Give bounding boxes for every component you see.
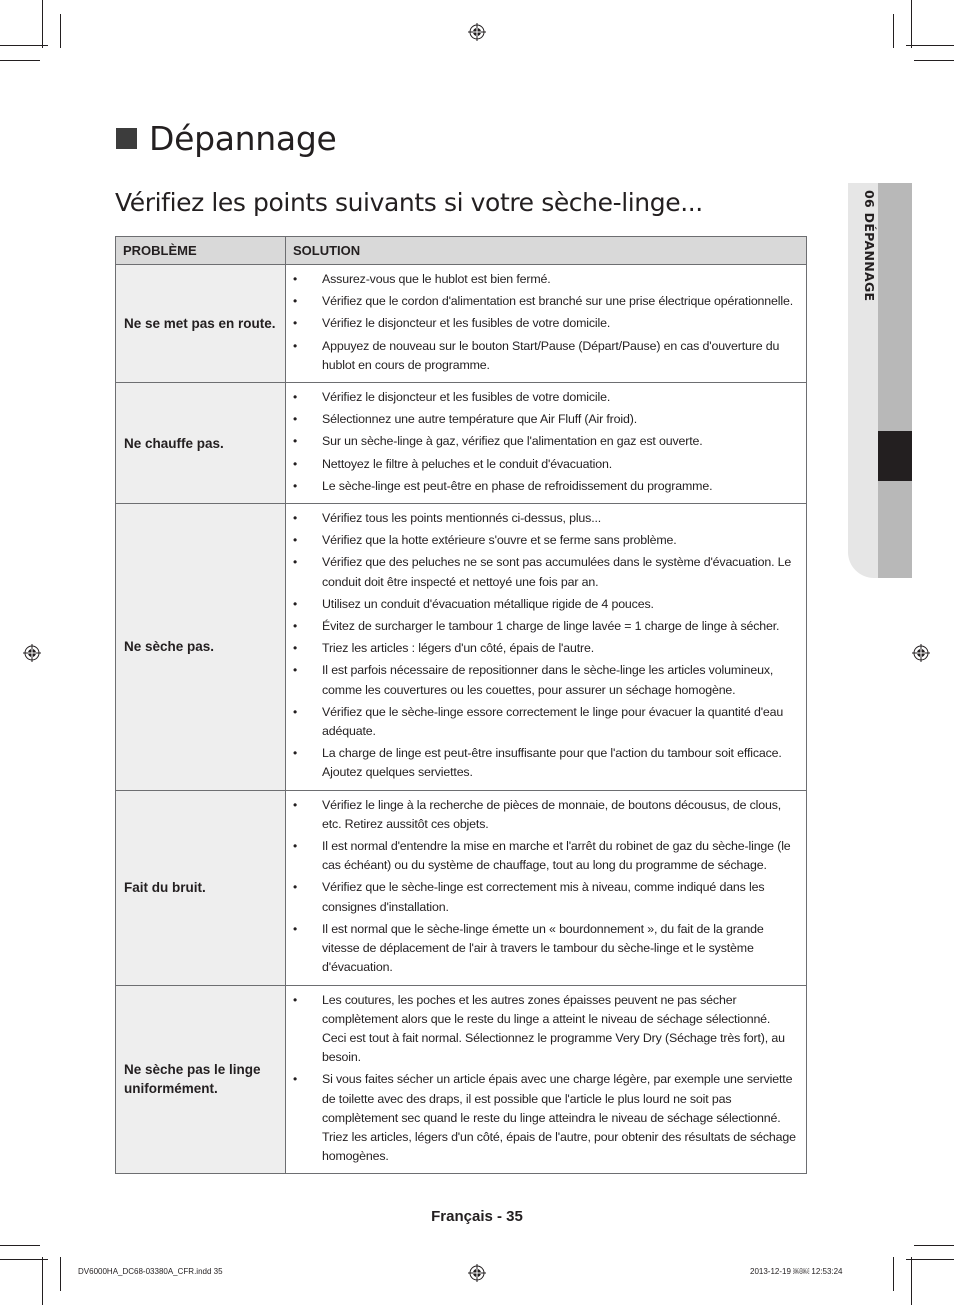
solution-item: • Il est normal que le sèche-linge émette un « bourdonnement », du fait de la grande vitesse de déplacement de l'air à travers le tambour du sèche-linge et le système d'évacuation. <box>293 920 796 978</box>
crop-mark <box>60 14 61 48</box>
solution-cell <box>286 265 807 383</box>
solution-item: • Vérifiez que le sèche-linge est correctement mis à niveau, comme indiqué dans les consignes d'installation. <box>293 878 796 916</box>
registration-mark-icon <box>468 23 486 41</box>
crop-mark <box>906 1259 954 1260</box>
solution-cell <box>286 985 807 1174</box>
solution-item: • Vérifiez le disjoncteur et les fusibles de votre domicile. <box>293 388 796 407</box>
table-row <box>116 790 807 985</box>
solution-item: • Les coutures, les poches et les autres zones épaisses peuvent ne pas sécher complètement alors que le reste du linge a atteint le niveau de séchage sélectionné. Ceci est tout à fait normal. Sélectionnez le programme Very Dry (Séchage très fort), au besoin. <box>293 991 796 1068</box>
crop-mark <box>911 0 912 48</box>
crop-mark <box>0 45 48 46</box>
solution-item: • Vérifiez que le cordon d'alimentation est branché sur une prise électrique opérationnelle. <box>293 292 796 311</box>
troubleshooting-table <box>115 236 807 1174</box>
solution-list <box>293 509 796 783</box>
problem-cell: Ne sèche pas. <box>116 504 286 791</box>
chapter-side-tab <box>848 183 912 578</box>
solution-item: • Triez les articles : légers d'un côté, épais de l'autre. <box>293 639 796 658</box>
table-row <box>116 504 807 791</box>
chapter-tab-stripe <box>878 183 912 578</box>
solution-list <box>293 991 796 1167</box>
crop-mark <box>893 14 894 48</box>
solution-list <box>293 796 796 978</box>
solution-item: • Sélectionnez une autre température que Air Fluff (Air froid). <box>293 410 796 429</box>
solution-item: • Vérifiez que des peluches ne se sont pas accumulées dans le système d'évacuation. Le conduit doit être inspecté et nettoyé une fois par an. <box>293 553 796 591</box>
solution-item: • Il est parfois nécessaire de repositionner dans le sèche-linge les articles volumineux, comme les couvertures ou les couettes, pour assurer un séchage homogène. <box>293 661 796 699</box>
problem-cell: Ne chauffe pas. <box>116 383 286 504</box>
crop-mark <box>42 0 43 48</box>
table-row <box>116 985 807 1174</box>
solution-item: • Appuyez de nouveau sur le bouton Start/Pause (Départ/Pause) en cas d'ouverture du hublot en cours de programme. <box>293 337 796 375</box>
solution-item: • Sur un sèche-linge à gaz, vérifiez que l'alimentation en gaz est ouverte. <box>293 432 796 451</box>
solution-item: • Le sèche-linge est peut-être en phase de refroidissement du programme. <box>293 477 796 496</box>
crop-mark <box>0 1259 48 1260</box>
solution-list <box>293 388 796 496</box>
header-solution: SOLUTION <box>286 237 807 265</box>
chapter-tab-label: 06 DÉPANNAGE <box>862 190 877 302</box>
solution-item: • Il est normal d'entendre la mise en marche et l'arrêt du robinet de gaz du sèche-linge (le cas échéant) ou du système de chauffage, tout au long du programme de séchage. <box>293 837 796 875</box>
crop-mark <box>893 1257 894 1291</box>
print-slug-file: DV6000HA_DC68-03380A_CFR.indd 35 <box>78 1267 223 1276</box>
solution-list <box>293 270 796 375</box>
solution-cell <box>286 790 807 985</box>
solution-item: • Évitez de surcharger le tambour 1 charge de linge lavée = 1 charge de linge à sécher. <box>293 617 796 636</box>
header-problem: PROBLÈME <box>116 237 286 265</box>
crop-mark <box>0 1245 40 1246</box>
solution-item: • Vérifiez le linge à la recherche de pièces de monnaie, de boutons décousus, de clous, etc. Retirez aussitôt ces objets. <box>293 796 796 834</box>
solution-item: • Utilisez un conduit d'évacuation métallique rigide de 4 pouces. <box>293 595 796 614</box>
registration-mark-icon <box>912 644 930 662</box>
solution-item: • Nettoyez le filtre à peluches et le conduit d'évacuation. <box>293 455 796 474</box>
solution-cell <box>286 383 807 504</box>
solution-item: • Si vous faites sécher un article épais avec une charge légère, par exemple une serviette de toilette avec des draps, il est possible que l'article le plus lourd ne soit pas complètement sec quand le reste du linge atteindra le niveau de séchage sélectionné. Triez les articles, légers d'un côté, épais de l'autre, pour obtenir des résultats de séchage homogènes. <box>293 1070 796 1166</box>
page-title: Dépannage <box>149 119 337 158</box>
registration-mark-icon <box>23 644 41 662</box>
registration-mark-icon <box>468 1264 486 1282</box>
solution-item: • Vérifiez que le sèche-linge essore correctement le linge pour évacuer la quantité d'eau adéquate. <box>293 703 796 741</box>
solution-item: • Vérifiez que la hotte extérieure s'ouvre et se ferme sans problème. <box>293 531 796 550</box>
crop-mark <box>60 1257 61 1291</box>
title-square-icon <box>116 128 137 149</box>
chapter-tab-marker <box>878 431 912 481</box>
crop-mark <box>914 60 954 61</box>
crop-mark <box>0 60 40 61</box>
solution-cell <box>286 504 807 791</box>
print-slug-timestamp: 2013-12-19 ￼￼ 12:53:24 <box>750 1267 843 1276</box>
table-row <box>116 383 807 504</box>
crop-mark <box>42 1257 43 1305</box>
solution-item: • Vérifiez tous les points mentionnés ci-dessus, plus... <box>293 509 796 528</box>
problem-cell: Fait du bruit. <box>116 790 286 985</box>
problem-cell: Ne se met pas en route. <box>116 265 286 383</box>
solution-item: • Vérifiez le disjoncteur et les fusibles de votre domicile. <box>293 314 796 333</box>
section-subtitle: Vérifiez les points suivants si votre sèche-linge... <box>115 188 703 217</box>
table-header-row <box>116 237 807 265</box>
crop-mark <box>906 45 954 46</box>
problem-cell: Ne sèche pas le linge uniformément. <box>116 985 286 1174</box>
crop-mark <box>914 1245 954 1246</box>
table-row <box>116 265 807 383</box>
solution-item: • La charge de linge est peut-être insuffisante pour que l'action du tambour soit efficace. Ajoutez quelques serviettes. <box>293 744 796 782</box>
crop-mark <box>911 1257 912 1305</box>
solution-item: • Assurez-vous que le hublot est bien fermé. <box>293 270 796 289</box>
page-number: Français - 35 <box>431 1208 523 1225</box>
